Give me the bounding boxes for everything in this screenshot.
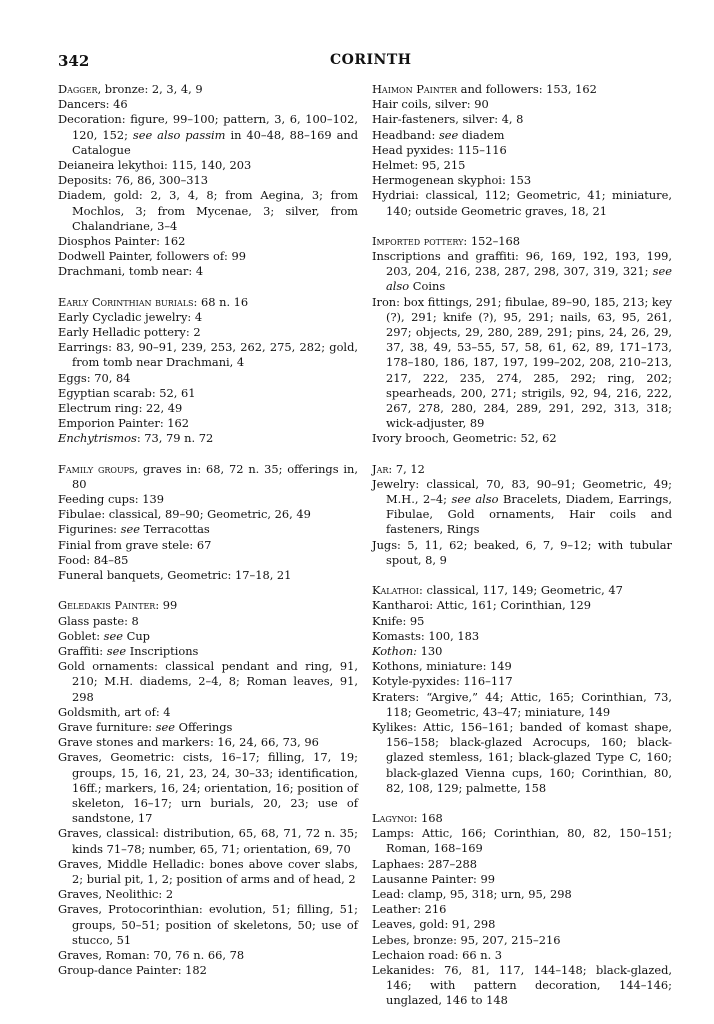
index-entry-text: Lead: clamp, 95, 318; urn, 95, 298 [372,886,572,901]
index-entry [58,386,358,401]
index-entry-text: Head pyxides: 115–116 [372,142,507,157]
index-entry [372,674,672,689]
index-entry [58,522,358,537]
index-entry [372,933,672,948]
index-entry [372,234,672,249]
index-entry [58,538,358,553]
index-entry-text: : 68 n. 16 [193,294,249,309]
index-entry-tail: in 40–48, 88–169 and Catalogue [72,127,358,157]
index-entry [58,310,358,325]
index-entry-text: Eggs: 70, 84 [58,370,131,385]
section-gap [372,219,672,234]
index-entry-text: Knife: 95 [372,613,425,628]
index-entry [372,857,672,872]
index-entry-text: Hermogenean skyphoi: 153 [372,173,532,188]
index-entry [372,431,672,446]
index-entry-head: Family groups [58,461,135,476]
index-entry-text: Komasts: 100, 183 [372,628,480,643]
index-entry-text: Leather: 216 [372,902,447,917]
index-entry [58,705,358,720]
index-entry-text: Graves, Middle Helladic: bones above cover slabs, 2; burial pit, 1, 2; position of arms and of head, 2 [58,856,358,886]
index-entry [372,963,672,1009]
index-entry [58,295,358,310]
index-entry [372,948,672,963]
index-entry [372,917,672,932]
index-entry-text: Jugs: 5, 11, 62; beaked, 6, 7, 9–12; with tubular spout, 8, 9 [372,537,672,567]
index-entry [58,340,358,370]
index-entry-text: Grave stones and markers: 16, 24, 66, 73, 96 [58,735,319,750]
index-entry-head: Geledakis Painter [58,598,156,613]
index-entry [58,963,358,978]
index-entry [372,143,672,158]
index-entry-tail: 130 [417,643,443,658]
index-entry-text: Hair-fasteners, silver: 4, 8 [372,112,524,127]
index-entry-head: Dagger [58,82,98,96]
index-entry [372,128,672,143]
index-entry-italic: Enchytrismos [58,431,137,446]
index-entry-text: Graves, Protocorinthian: evolution, 51; filling, 51; groups, 50–51; position of skeletons, 50; use of stucco, 51 [58,902,358,947]
index-entry-text: Lekanides: 76, 81, 117, 144–148; black-glazed, 146; with pattern decoration, 144–146; unglazed, 146 to 148 [372,962,672,1008]
index-entry-italic: see also passim [132,127,226,142]
index-entry-text: , graves in: 68, 72 n. 35; offerings in, 80 [72,461,358,491]
index-entry-text: Graves, Geometric: cists, 16–17; filling, 17, 19; groups, 15, 16, 21, 23, 24, 30–33; identification, 16ff.; markers, 16, 24; orientation, 16; position of skeleton, 16–17; urn burials, 20, 23; use of sandstone, 17 [58,750,358,826]
index-entry-text: Graves, Roman: 70, 76 n. 66, 78 [58,947,245,962]
index-entry-text: : 7, 12 [388,461,425,476]
index-entry-head: Kalathoi [372,583,419,598]
index-entry-tail: Offerings [175,719,233,734]
index-entry [58,826,358,856]
index-entry-head: Early Corinthian burials [58,294,194,309]
index-entry [372,249,672,295]
index-entry-text: Goblet: [58,628,104,643]
index-entry-text: Emporion Painter: 162 [58,416,190,431]
index-entry-text: Diadem, gold: 2, 3, 4, 8; from Aegina, 3; from Mochlos, 3; from Mycenae, 3; silver, from Chalandriane, 3–4 [58,188,358,233]
index-entry-text: Funeral banquets, Geometric: 17–18, 21 [58,568,292,583]
index-entry-text: Lamps: Attic, 166; Corinthian, 80, 82, 150–151; Roman, 168–169 [372,826,672,856]
index-entry [58,234,358,249]
index-entry [372,811,672,826]
index-entry-text: Helmet: 95, 215 [372,158,466,173]
index-entry-tail: Bracelets, Diadem, Earrings, Fibulae, Gold ornaments, Hair coils and fasteners, Rings [386,492,672,537]
index-entry [58,568,358,583]
index-entry-head: Haimon Painter [372,82,458,96]
index-entry-text: Headband: [372,127,439,142]
index-entry-text: and followers: 153, 162 [457,82,597,96]
index-entry-text: Dancers: 46 [58,97,128,112]
index-entry-text: Kylikes: Attic, 156–161; banded of komast shape, 156–158; black-glazed Acrocups, 160; black-glazed stemless, 161; black-glazed Type C, 160; black-glazed Vienna cups, 160; Corinthian, 80, 82, 108, 129; palmette, 158 [372,719,672,795]
index-entry-italic: see also [451,492,499,507]
index-entry [372,629,672,644]
index-entry-tail: Inscriptions [126,643,199,658]
index-entry [372,173,672,188]
index-column-right [372,82,672,1009]
index-entry-text: Early Cycladic jewelry: 4 [58,309,203,324]
index-entry-head: Jar [372,461,389,476]
index-entry [58,401,358,416]
index-entry-text: Drachmani, tomb near: 4 [58,264,204,279]
index-column-left [58,82,358,978]
index-entry-head: Lagynoi [372,810,414,825]
index-entry-text: : 168 [413,810,443,825]
index-entry [372,598,672,613]
index-entry [372,477,672,538]
index-entry-text: Hydriai: classical, 112; Geometric, 41; miniature, 140; outside Geometric graves, 18, 21 [372,188,672,218]
index-entry [58,112,358,158]
index-entry [372,644,672,659]
index-entry-tail: Cup [123,628,150,643]
index-entry-head: Imported pottery [372,233,464,248]
index-entry-text: Earrings: 83, 90–91, 239, 253, 262, 275, 282; gold, from tomb near Drachmani, 4 [58,340,358,370]
index-entry [58,614,358,629]
index-entry-text: Laphaes: 287–288 [372,856,477,871]
index-entry [372,158,672,173]
index-entry [58,902,358,948]
index-entry-tail: Coins [409,279,446,294]
index-entry-text: Lebes, bronze: 95, 207, 215–216 [372,932,561,947]
index-entry [58,553,358,568]
index-entry [58,431,358,446]
index-entry-tail: diadem [458,127,505,142]
index-entry [58,249,358,264]
index-entry-text: Feeding cups: 139 [58,492,164,507]
section-gap [58,583,358,598]
index-entry-tail: : 73, 79 n. 72 [136,431,214,446]
index-entry [58,158,358,173]
index-entry-text: Decoration: figure, 99–100; pattern, 3, 6, 100–102, 120, 152; [58,112,358,142]
index-entry [372,690,672,720]
index-entry-text: Graffiti: [58,643,107,658]
index-entry [58,644,358,659]
index-entry [372,583,672,598]
index-entry [372,112,672,127]
index-entry [58,507,358,522]
index-entry [58,416,358,431]
index-entry-text: Grave furniture: [58,719,156,734]
index-entry-text: Inscriptions and graffiti: 96, 169, 192, 193, 199, 203, 204, 216, 238, 287, 298, 307, 319, 321; [372,249,672,279]
index-entry [58,720,358,735]
index-entry [372,902,672,917]
index-entry [58,97,358,112]
index-entry-text: Iron: box fittings, 291; fibulae, 89–90, 185, 213; key (?), 291; knife (?), 95, 291; nails, 63, 95, 261, 297; objects, 29, 280, 289, 291; pins, 24, 26, 29, 37, 38, 49, 53–55, 57, 58, 61, 62, 89, 171–173, 178–180, 186, 187, 197, 199–202, 208, 210–213, 217, 222, 235, 274, 285, 292; ring, 202; spearheads, 200, 271; strigils, 92, 94, 216, 222, 267, 278, 280, 284, 289, 291, 292, 313, 318; wick-adjuster, 89 [372,294,672,431]
index-entry [372,826,672,856]
index-entry-text: Lechaion road: 66 n. 3 [372,947,503,962]
index-entry-text: Fibulae: classical, 89–90; Geometric, 26, 49 [58,507,311,522]
index-entry [372,872,672,887]
index-entry [58,735,358,750]
index-entry [58,629,358,644]
index-entry-text: Food: 84–85 [58,552,129,567]
index-entry [372,538,672,568]
index-entry [58,325,358,340]
section-gap [372,568,672,583]
index-entry [58,492,358,507]
index-entry-text: Graves, classical: distribution, 65, 68, 71, 72 n. 35; kinds 71–78; number, 65, 71; orientation, 69, 70 [58,826,358,856]
index-entry [372,659,672,674]
index-entry-text: Kraters: “Argive,” 44; Attic, 165; Corinthian, 73, 118; Geometric, 43–47; miniature, 149 [372,689,672,719]
index-entry [372,188,672,218]
index-entry-text: Deianeira lekythoi: 115, 140, 203 [58,158,252,173]
index-entry-text: Egyptian scarab: 52, 61 [58,385,196,400]
index-entry [372,614,672,629]
index-entry [58,188,358,234]
index-entry-text: Jewelry: classical, 70, 83, 90–91; Geometric, 49; M.H., 2–4; [372,476,672,507]
index-entry [372,887,672,902]
index-entry-text: Lausanne Painter: 99 [372,871,495,886]
index-entry-text: Kothons, miniature: 149 [372,659,512,674]
index-entry-text: Hair coils, silver: 90 [372,97,489,112]
index-entry-text: Ivory brooch, Geometric: 52, 62 [372,431,557,446]
index-entry-text: : 99 [155,598,178,613]
section-gap [372,447,672,462]
index-entry-italic: see also [386,264,672,294]
index-entry-text: Goldsmith, art of: 4 [58,704,171,719]
index-entry-text: Group-dance Painter: 182 [58,963,207,978]
index-entry [58,462,358,492]
index-entry-text: Kantharoi: Attic, 161; Corinthian, 129 [372,598,592,613]
index-entry [58,750,358,826]
index-entry-italic: see [438,127,459,142]
index-entry-text: Dodwell Painter, followers of: 99 [58,249,246,264]
index-entry [58,887,358,902]
index-entry-text: Electrum ring: 22, 49 [58,401,183,416]
index-entry-text: , bronze: 2, 3, 4, 9 [97,82,203,96]
index-entry [58,598,358,613]
index-entry-text: Kotyle-pyxides: 116–117 [372,674,513,689]
index-entry-italic: see [120,522,140,537]
index-entry-text: Graves, Neolithic: 2 [58,887,174,902]
section-gap [372,796,672,811]
index-entry-italic: see [106,643,127,658]
index-entry-text: Diosphos Painter: 162 [58,234,186,249]
index-entry-text: Glass paste: 8 [58,613,139,628]
index-entry-text: Early Helladic pottery: 2 [58,325,201,340]
index-entry [58,264,358,279]
index-entry-text: Finial from grave stele: 67 [58,537,212,552]
index-entry [58,173,358,188]
index-entry [372,720,672,796]
index-entry [58,371,358,386]
index-entry [58,659,358,705]
index-entry-italic: see [155,719,175,734]
index-entry [58,948,358,963]
index-entry-tail: Terracottas [139,522,210,537]
index-entry [372,295,672,432]
index-entry [372,82,672,97]
index-entry [372,462,672,477]
index-entry [58,82,358,97]
index-entry-text: Leaves, gold: 91, 298 [372,917,496,932]
index-entry [372,97,672,112]
index-entry-text: Figurines: [58,522,121,537]
index-entry-text: : 152–168 [463,233,521,248]
index-entry-italic: Kothon: [372,643,418,658]
running-head: CORINTH [330,52,412,68]
index-entry-text: Deposits: 76, 86, 300–313 [58,173,209,188]
index-entry [58,857,358,887]
index-entry-text: : classical, 117, 149; Geometric, 47 [418,583,623,598]
section-gap [58,447,358,462]
page-number: 342 [58,52,90,70]
index-entry-text: Gold ornaments: classical pendant and ring, 91, 210; M.H. diadems, 2–4, 8; Roman leaves, 91, 298 [58,659,358,704]
index-entry-italic: see [103,628,123,643]
section-gap [58,280,358,295]
